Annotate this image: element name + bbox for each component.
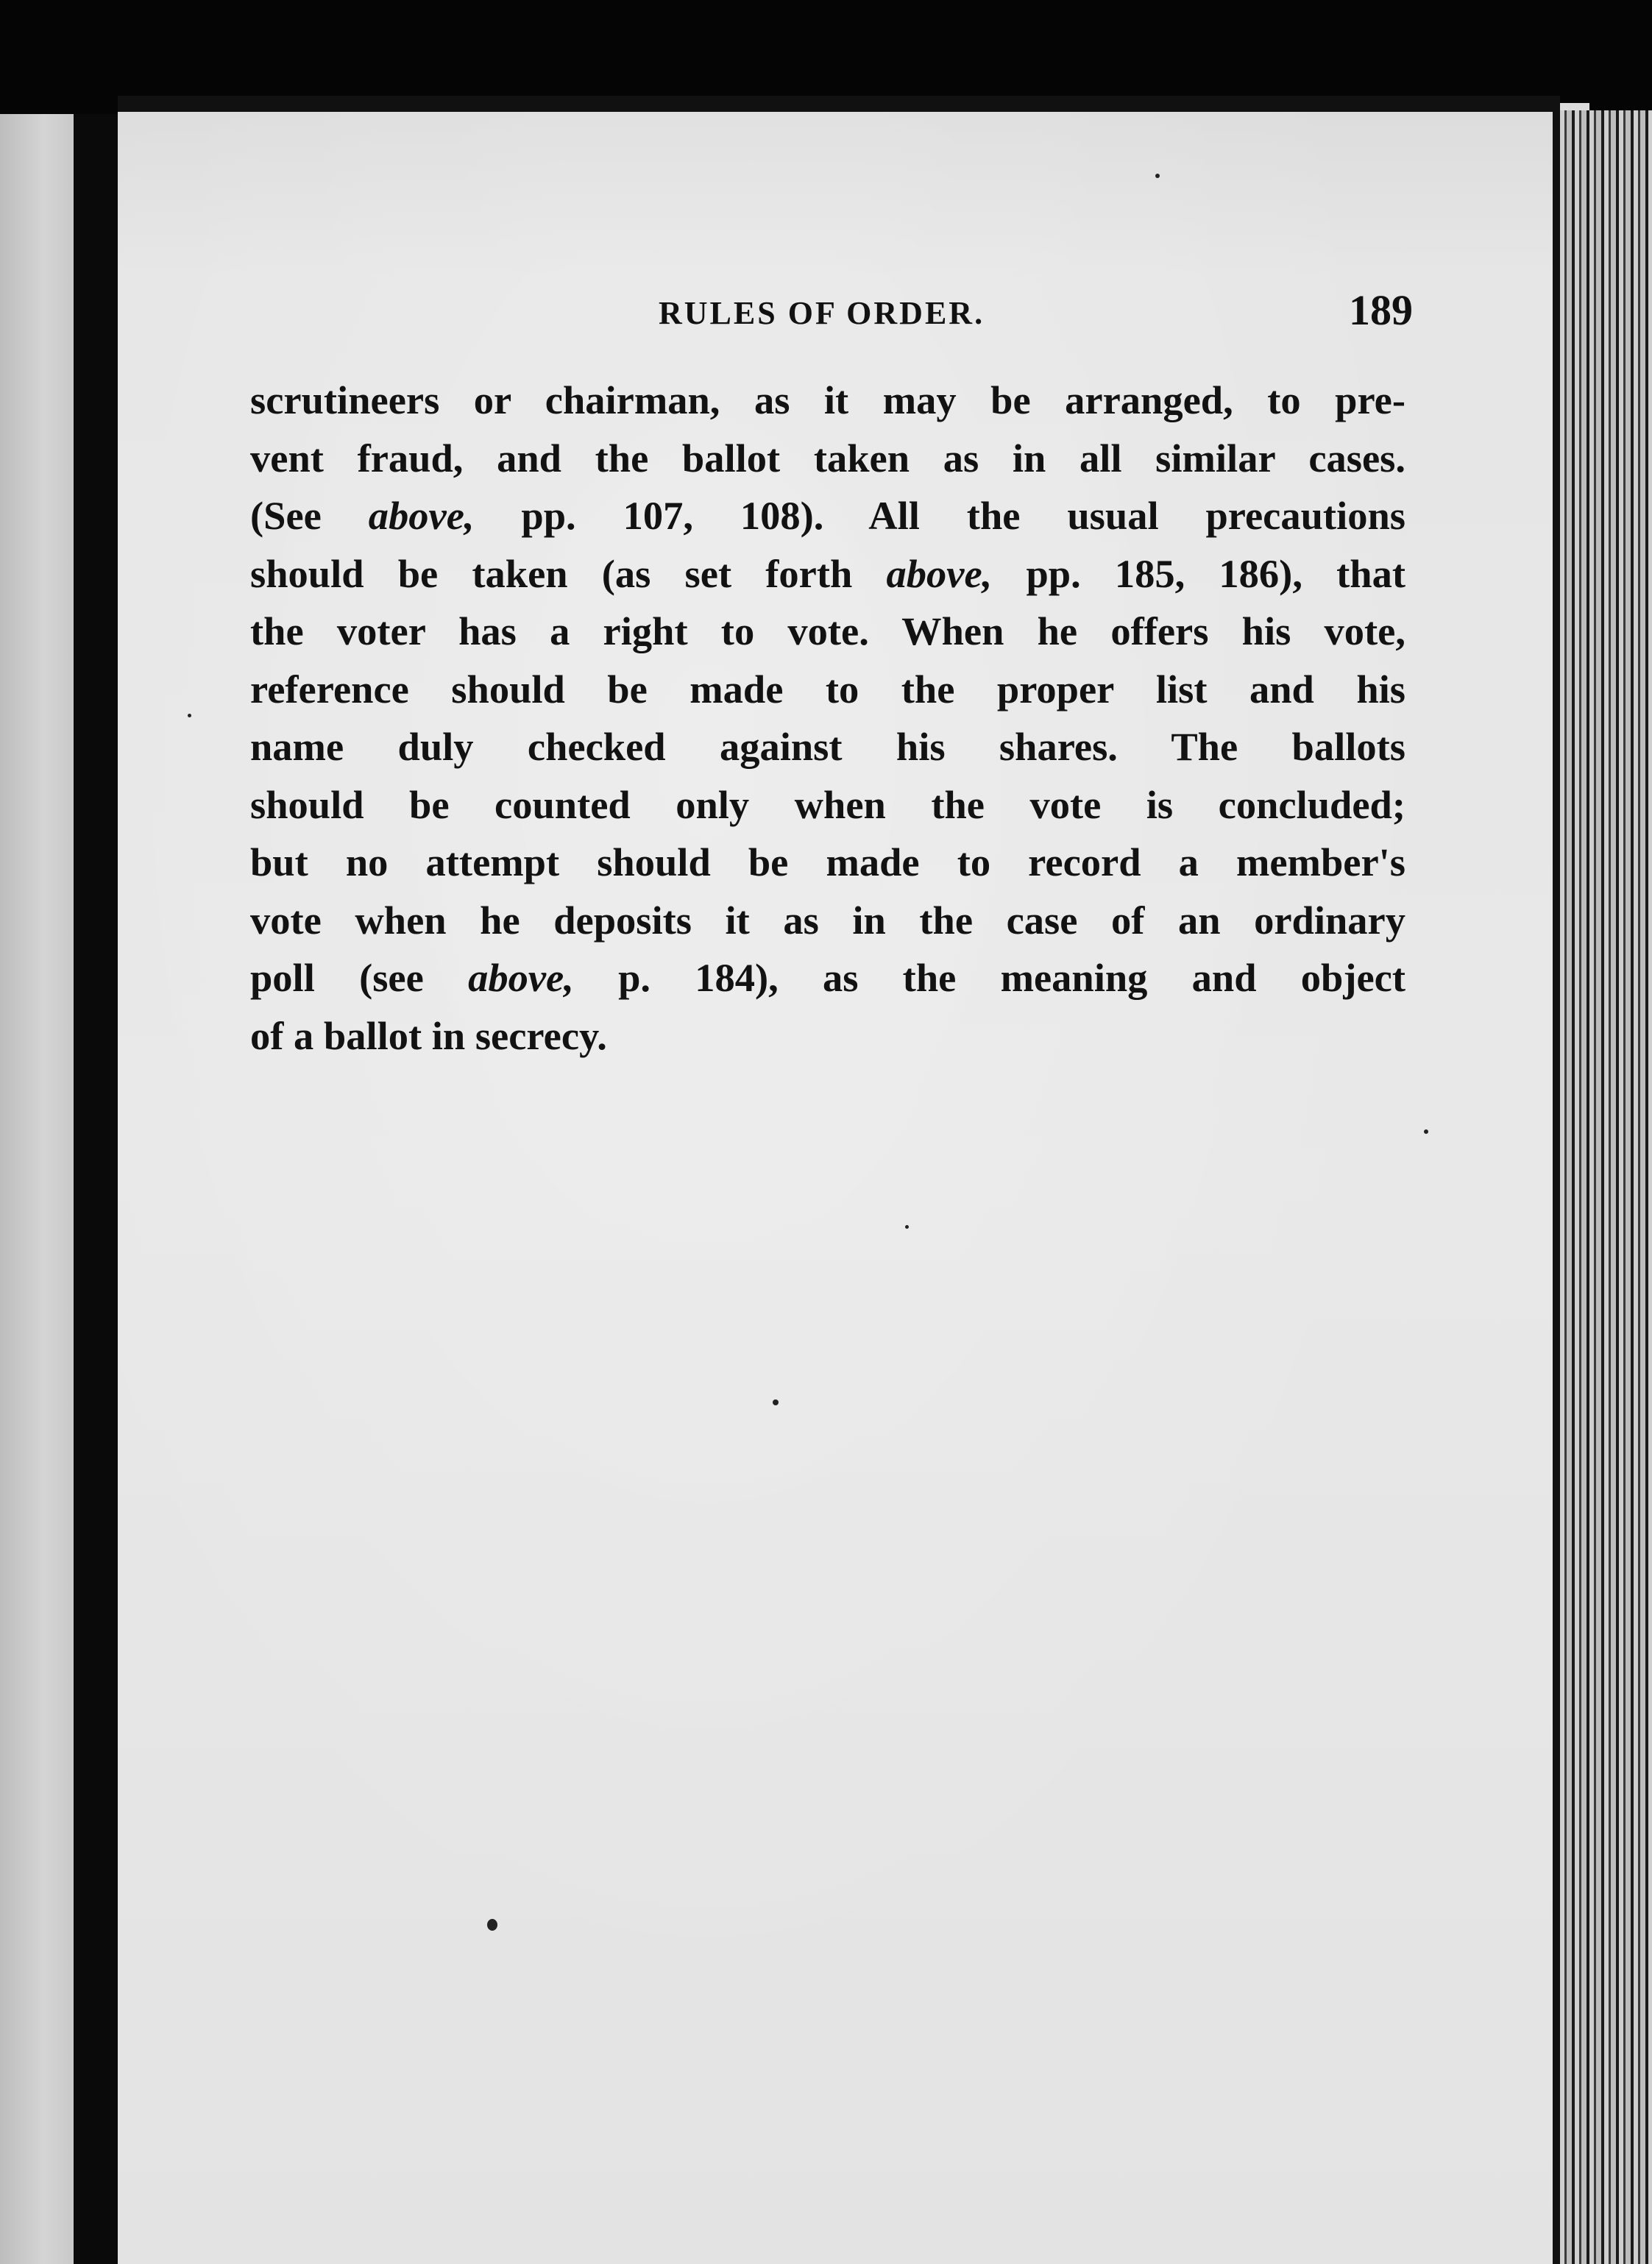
text-line: the voter has a right to vote. When he offers his vote, bbox=[250, 608, 1405, 653]
text-line: scrutineers or chairman, as it may be arranged, to pre- bbox=[250, 377, 1405, 422]
running-head bbox=[250, 285, 1413, 344]
page-stack-edges bbox=[1560, 110, 1652, 2264]
scan-speck bbox=[487, 1919, 497, 1931]
text-line: (See above, pp. 107, 108). All the usual precautions bbox=[250, 493, 1405, 538]
text-line: vent fraud, and the ballot taken as in all similar cases. bbox=[250, 435, 1405, 480]
scan-speck bbox=[1424, 1129, 1428, 1134]
scan-speck bbox=[905, 1225, 909, 1229]
scan-speck bbox=[1155, 174, 1160, 178]
facing-page-edge bbox=[0, 114, 74, 2264]
text-line: vote when he deposits it as in the case of an ordinary bbox=[250, 897, 1405, 943]
page-right-border bbox=[1553, 103, 1560, 2264]
scan-speck bbox=[773, 1399, 779, 1405]
text-line: poll (see above, p. 184), as the meaning and object bbox=[250, 955, 1405, 1000]
running-title: RULES OF ORDER. bbox=[659, 295, 985, 331]
text-line: reference should be made to the proper list and his bbox=[250, 666, 1405, 712]
page-top-shadow bbox=[118, 96, 1560, 112]
text-line: but no attempt should be made to record a member's bbox=[250, 840, 1405, 884]
scan-speck bbox=[188, 714, 191, 717]
body-paragraph bbox=[250, 372, 1405, 1065]
text-line: should be taken (as set forth above, pp. 185, 186), that bbox=[250, 550, 1405, 596]
text-line: of a ballot in secrecy. bbox=[250, 1012, 607, 1058]
text-line: name duly checked against his shares. The ballots bbox=[250, 724, 1405, 769]
page-number: 189 bbox=[1349, 286, 1413, 334]
text-line: should be counted only when the vote is concluded; bbox=[250, 781, 1405, 827]
book-gutter bbox=[74, 114, 118, 2264]
